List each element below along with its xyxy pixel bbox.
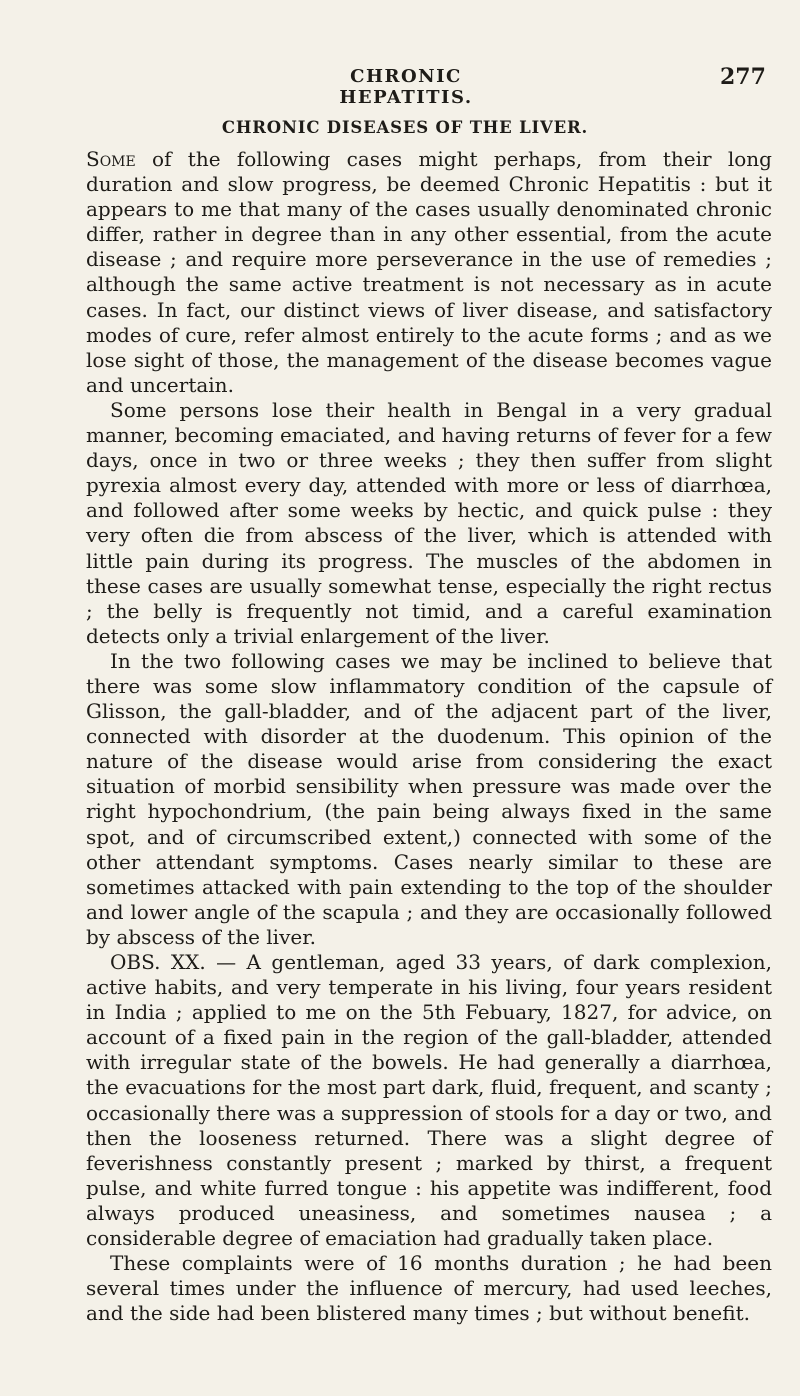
paragraph-1 xyxy=(86,147,772,398)
paragraph-5: These complaints were of 16 months duration ; he had been several times under the influence of mercury, had used leeches, and the side had been blistered many times ; but without benefit. xyxy=(86,1251,772,1326)
body-text xyxy=(86,147,772,1326)
paragraph-1-text: of the following cases might perhaps, from their long duration and slow progress, be deemed Chronic Hepatitis : but it appears to me that many of the cases usually denominated chronic differ, rather in degree than in any other essential, from the acute disease ; and require more perseverance in the use of remedies ; although the same active treatment is not necessary as in acute cases. In fact, our distinct views of liver disease, and satisfactory modes of cure, refer almost entirely to the acute forms ; and as we lose sight of those, the management of the disease becomes vague and uncertain. xyxy=(86,147,772,397)
running-title: CHRONIC HEPATITIS. xyxy=(339,66,473,108)
paragraph-lead-word: Some xyxy=(86,147,136,171)
paragraph-2: Some persons lose their health in Bengal in a very gradual manner, becoming emaciated, and having returns of fever for a few days, once in two or three weeks ; they then suffer from slight pyrexia almost every day, attended with more or less of diarrhœa, and followed after some weeks by hectic, and quick pulse : they very often die from abscess of the liver, which is attended with little pain during its progress. The muscles of the abdomen in these cases are usually somewhat tense, especially the right rectus ; the belly is frequently not timid, and a careful examination detects only a trivial enlargement of the liver. xyxy=(86,397,772,648)
section-title: CHRONIC DISEASES OF THE LIVER. xyxy=(221,118,589,137)
paragraph-3: In the two following cases we may be inclined to believe that there was some slow inflammatory condition of the capsule of Glisson, the gall-bladder, and of the adjacent part of the liver, connected with disorder at the duodenum. This opinion of the nature of the disease would arise from considering the exact situation of morbid sensibility when pressure was made over the right hypochondrium, (the pain being always fixed in the same spot, and of circumscribed extent,) connected with some of the other attendant symptoms. Cases nearly similar to these are sometimes attacked with pain extending to the top of the shoulder and lower angle of the scapula ; and they are occasionally followed by abscess of the liver. xyxy=(86,648,772,949)
paragraph-4-obs-xx: OBS. XX. — A gentleman, aged 33 years, of dark complexion, active habits, and very temperate in his living, four years resident in India ; applied to me on the 5th Febuary, 1827, for advice, on account of a fixed pain in the region of the gall-bladder, attended with irregular state of the bowels. He had generally a diarrhœa, the evacuations for the most part dark, fluid, frequent, and scanty ; occasionally there was a suppression of stools for a day or two, and then the looseness returned. There was a slight degree of feverishness constantly present ; marked by thirst, a frequent pulse, and white furred tongue : his appetite was indifferent, food always produced uneasiness, and sometimes nausea ; a considerable degree of emaciation had gradually taken place. xyxy=(86,950,772,1251)
page-number: 277 xyxy=(720,64,766,90)
